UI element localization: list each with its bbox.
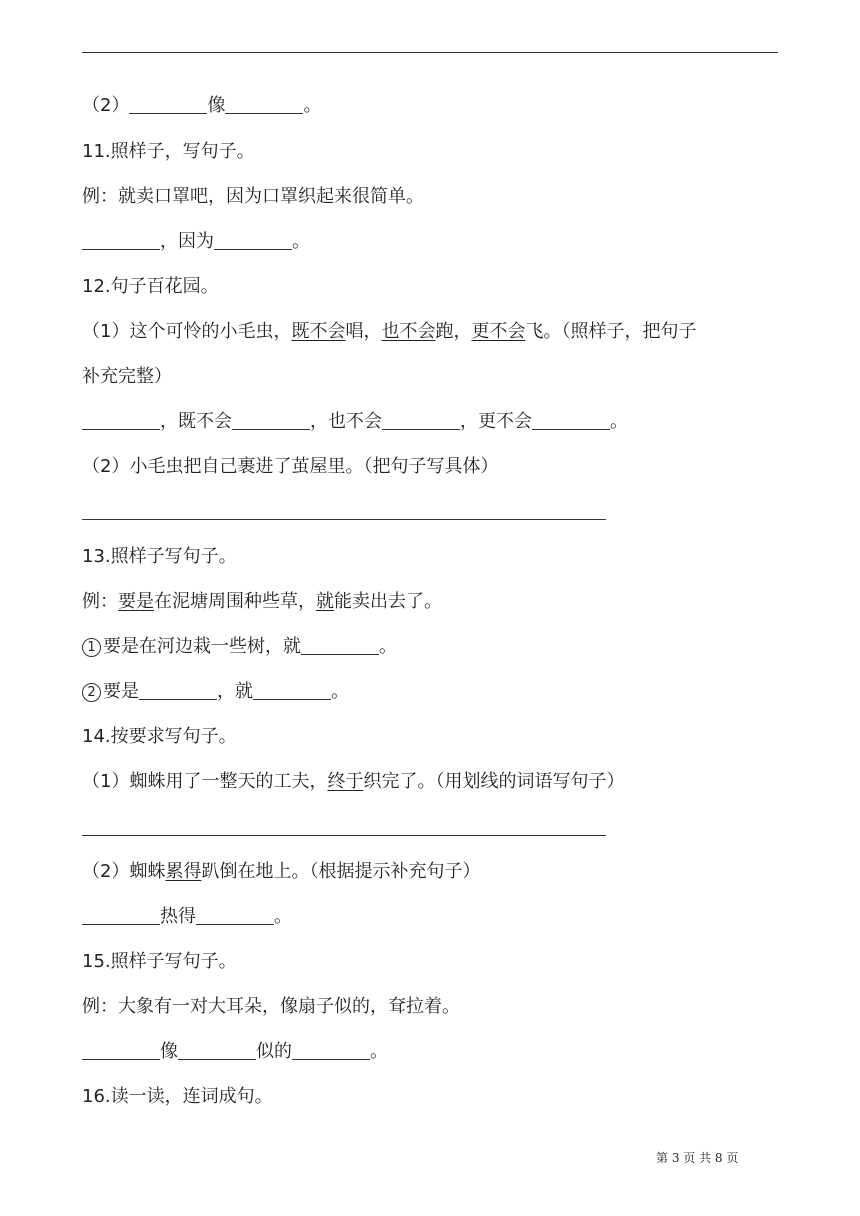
underlined-word: 累得 — [165, 861, 202, 882]
answer-blank[interactable] — [139, 681, 217, 700]
q11-fill: ，因为 。 — [82, 230, 310, 254]
underlined-word: 也不会 — [381, 321, 436, 342]
answer-line[interactable] — [82, 519, 606, 520]
q14-title: 14.按要求写句子。 — [82, 726, 237, 747]
q12-part2: （2）小毛虫把自己裹进了茧屋里。（把句子写具体） — [82, 456, 499, 477]
answer-blank[interactable] — [129, 95, 207, 114]
circled-number: 2 — [82, 683, 101, 702]
answer-blank[interactable] — [253, 681, 331, 700]
answer-blank[interactable] — [301, 636, 379, 655]
q13-item-2: 2 要是 ，就 。 — [82, 680, 349, 704]
underlined-word: 要是 — [118, 591, 154, 612]
q12-part1-cont: 补充完整） — [82, 366, 172, 387]
answer-blank[interactable] — [178, 1041, 256, 1060]
q14-part2: （2）蜘蛛累得趴倒在地上。（根据提示补充句子） — [82, 861, 481, 882]
q12-fill: ，既不会 ，也不会 ，更不会 。 — [82, 410, 628, 434]
q13-title: 13.照样子写句子。 — [82, 546, 237, 567]
answer-blank[interactable] — [196, 906, 274, 925]
q13-item-1: 1 要是在河边栽一些树，就 。 — [82, 635, 397, 659]
q12-part1: （1）这个可怜的小毛虫，既不会唱，也不会跑，更不会飞。（照样子，把句子 — [82, 321, 697, 342]
q14-fill: 热得 。 — [82, 905, 292, 929]
underlined-word: 既不会 — [291, 321, 346, 342]
answer-blank[interactable] — [232, 411, 310, 430]
answer-blank[interactable] — [532, 411, 610, 430]
q11-title: 11.照样子，写句子。 — [82, 141, 255, 162]
q15-example: 例：大象有一对大耳朵，像扇子似的，耷拉着。 — [82, 996, 460, 1017]
answer-blank[interactable] — [82, 1041, 160, 1060]
page-number: 第 3 页 共 8 页 — [656, 1151, 739, 1165]
underlined-word: 就 — [316, 591, 334, 612]
header-rule — [82, 52, 778, 53]
item-number: （2） — [82, 95, 130, 116]
q15-title: 15.照样子写句子。 — [82, 951, 237, 972]
q13-example: 例：要是在泥塘周围种些草，就能卖出去了。 — [82, 591, 442, 612]
q16-title: 16.读一读，连词成句。 — [82, 1086, 273, 1107]
answer-blank[interactable] — [82, 411, 160, 430]
answer-blank[interactable] — [292, 1041, 370, 1060]
q12-title: 12.句子百花园。 — [82, 276, 219, 297]
answer-blank[interactable] — [225, 95, 303, 114]
answer-blank[interactable] — [382, 411, 460, 430]
underlined-word: 更不会 — [471, 321, 526, 342]
answer-blank[interactable] — [82, 231, 160, 250]
q10-item-2: （2） 像 。 — [82, 95, 322, 116]
q14-part1: （1）蜘蛛用了一整天的工夫，终于织完了。（用划线的词语写句子） — [82, 771, 625, 792]
answer-blank[interactable] — [82, 906, 160, 925]
underlined-word: 终于 — [327, 771, 364, 792]
q11-example: 例：就卖口罩吧，因为口罩织起来很简单。 — [82, 186, 424, 207]
answer-line[interactable] — [82, 835, 606, 836]
circled-number: 1 — [82, 638, 101, 657]
q15-fill: 像 似的 。 — [82, 1040, 388, 1064]
answer-blank[interactable] — [214, 231, 292, 250]
